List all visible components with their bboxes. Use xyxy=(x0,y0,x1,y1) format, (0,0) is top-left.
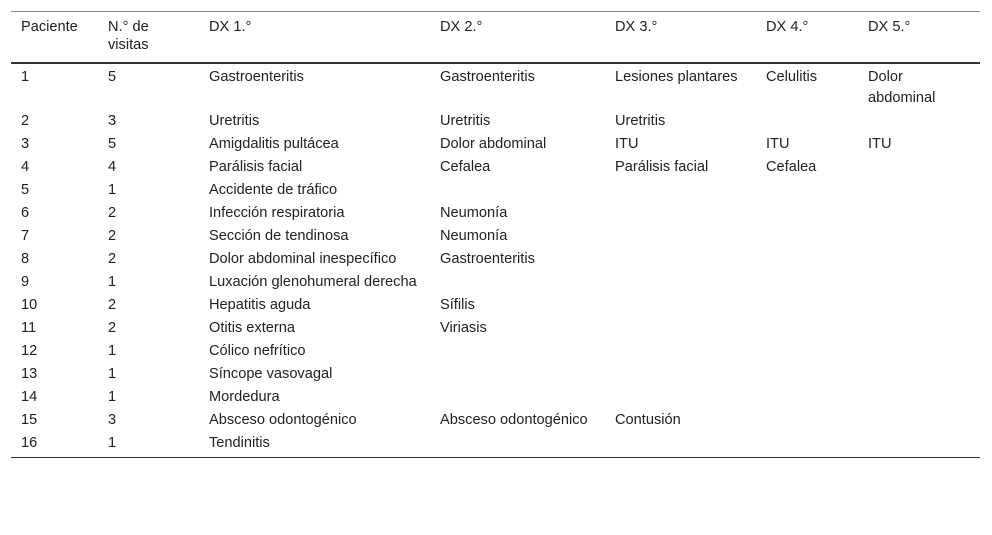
cell-dx2: Dolor abdominal xyxy=(440,135,547,152)
cell-paciente: 10 xyxy=(21,296,38,313)
cell-dx3 xyxy=(605,180,756,203)
table-row xyxy=(11,272,980,295)
cell-dx1: Síncope vasovagal xyxy=(209,365,333,382)
cell-visitas: 5 xyxy=(108,69,117,85)
cell-dx3: Uretritis xyxy=(615,112,666,129)
cell-dx1: Cólico nefrítico xyxy=(209,342,306,359)
cell-dx5 xyxy=(858,203,980,226)
cell-dx3 xyxy=(605,272,756,295)
cell-paciente: 1 xyxy=(21,69,30,85)
header-visitas: N.° de visitas xyxy=(108,19,149,53)
header-paciente: Paciente xyxy=(21,19,78,35)
cell-dx2 xyxy=(430,433,605,458)
cell-visitas: 1 xyxy=(108,365,117,382)
table-row xyxy=(11,203,980,226)
cell-dx5 xyxy=(858,295,980,318)
cell-visitas: 1 xyxy=(108,273,117,290)
cell-visitas: 2 xyxy=(108,319,117,336)
cell-visitas: 3 xyxy=(108,411,117,428)
header-dx2: DX 2.° xyxy=(440,19,483,35)
cell-dx2: Neumonía xyxy=(440,227,508,244)
cell-dx3: Contusión xyxy=(615,411,681,428)
cell-dx5 xyxy=(858,226,980,249)
cell-dx4 xyxy=(756,433,858,458)
table-header-row xyxy=(11,12,980,64)
cell-dx3 xyxy=(605,364,756,387)
cell-dx5 xyxy=(858,410,980,433)
cell-dx3 xyxy=(605,295,756,318)
table-row xyxy=(11,180,980,203)
cell-visitas: 2 xyxy=(108,250,117,267)
cell-paciente: 3 xyxy=(21,135,30,152)
cell-dx4 xyxy=(756,249,858,272)
cell-visitas: 1 xyxy=(108,388,117,405)
cell-dx5: ITU xyxy=(868,135,892,152)
cell-dx3 xyxy=(605,203,756,226)
cell-dx5 xyxy=(858,111,980,134)
cell-dx2: Viriasis xyxy=(440,319,487,336)
table-row xyxy=(11,134,980,157)
header-dx4: DX 4.° xyxy=(766,19,809,35)
cell-dx2: Absceso odontogénico xyxy=(440,411,588,428)
cell-dx1: Absceso odontogénico xyxy=(209,411,357,428)
cell-dx2 xyxy=(430,387,605,410)
cell-dx5 xyxy=(858,272,980,295)
cell-dx4 xyxy=(756,111,858,134)
cell-visitas: 4 xyxy=(108,158,117,175)
cell-dx3 xyxy=(605,249,756,272)
cell-paciente: 13 xyxy=(21,365,38,382)
cell-dx3 xyxy=(605,318,756,341)
cell-dx1: Amigdalitis pultácea xyxy=(209,135,339,152)
cell-dx2: Gastroenteritis xyxy=(440,69,535,85)
cell-paciente: 15 xyxy=(21,411,38,428)
cell-dx3 xyxy=(605,387,756,410)
table-row xyxy=(11,341,980,364)
cell-paciente: 8 xyxy=(21,250,30,267)
cell-dx1: Hepatitis aguda xyxy=(209,296,311,313)
cell-dx1: Otitis externa xyxy=(209,319,295,336)
cell-paciente: 7 xyxy=(21,227,30,244)
cell-dx1: Uretritis xyxy=(209,112,260,129)
header-dx1: DX 1.° xyxy=(209,19,252,35)
cell-visitas: 3 xyxy=(108,112,117,129)
cell-paciente: 16 xyxy=(21,434,38,451)
table-row xyxy=(11,318,980,341)
header-dx5: DX 5.° xyxy=(868,19,911,35)
cell-dx3 xyxy=(605,341,756,364)
cell-dx1: Dolor abdominal inespecífico xyxy=(209,250,397,267)
cell-visitas: 5 xyxy=(108,135,117,152)
cell-dx4 xyxy=(756,180,858,203)
diagnosis-table xyxy=(11,11,980,458)
cell-dx4 xyxy=(756,272,858,295)
cell-dx1: Luxación glenohumeral derecha xyxy=(209,273,417,290)
cell-dx4 xyxy=(756,387,858,410)
cell-visitas: 2 xyxy=(108,296,117,313)
cell-dx4 xyxy=(756,364,858,387)
cell-dx2 xyxy=(430,341,605,364)
cell-dx4: Celulitis xyxy=(766,69,818,85)
cell-dx3: Parálisis facial xyxy=(615,158,709,175)
cell-dx5 xyxy=(858,157,980,180)
cell-dx4 xyxy=(756,203,858,226)
table-row xyxy=(11,433,980,458)
diagnosis-table-container xyxy=(11,11,980,458)
table-row xyxy=(11,249,980,272)
cell-visitas: 2 xyxy=(108,204,117,221)
cell-dx5 xyxy=(858,180,980,203)
cell-dx1: Mordedura xyxy=(209,388,280,405)
cell-dx1: Sección de tendinosa xyxy=(209,227,349,244)
cell-dx3: ITU xyxy=(615,135,639,152)
table-row xyxy=(11,387,980,410)
cell-dx2: Sífilis xyxy=(440,296,475,313)
cell-dx2 xyxy=(430,180,605,203)
cell-visitas: 1 xyxy=(108,342,117,359)
cell-dx2 xyxy=(430,364,605,387)
cell-dx2: Uretritis xyxy=(440,112,491,129)
cell-paciente: 9 xyxy=(21,273,30,290)
table-row xyxy=(11,410,980,433)
cell-dx2: Cefalea xyxy=(440,158,491,175)
cell-paciente: 5 xyxy=(21,181,30,198)
cell-dx1: Infección respiratoria xyxy=(209,204,345,221)
cell-paciente: 12 xyxy=(21,342,38,359)
cell-paciente: 4 xyxy=(21,158,30,175)
cell-visitas: 2 xyxy=(108,227,117,244)
cell-paciente: 6 xyxy=(21,204,30,221)
cell-visitas: 1 xyxy=(108,181,117,198)
cell-dx5 xyxy=(858,364,980,387)
cell-dx3 xyxy=(605,433,756,458)
cell-visitas: 1 xyxy=(108,434,117,451)
cell-dx2 xyxy=(430,272,605,295)
cell-dx5 xyxy=(858,387,980,410)
cell-dx1: Accidente de tráfico xyxy=(209,181,338,198)
table-row xyxy=(11,226,980,249)
cell-dx5 xyxy=(858,341,980,364)
cell-dx4 xyxy=(756,226,858,249)
table-row xyxy=(11,364,980,387)
cell-dx3: Lesiones plantares xyxy=(615,69,738,85)
cell-paciente: 2 xyxy=(21,112,30,129)
cell-dx1: Parálisis facial xyxy=(209,158,303,175)
cell-paciente: 14 xyxy=(21,388,38,405)
cell-dx4 xyxy=(756,410,858,433)
cell-dx5 xyxy=(858,433,980,458)
cell-dx1: Tendinitis xyxy=(209,434,270,451)
header-dx3: DX 3.° xyxy=(615,19,658,35)
cell-dx5 xyxy=(858,318,980,341)
table-row xyxy=(11,111,980,134)
cell-dx4: ITU xyxy=(766,135,790,152)
cell-dx1: Gastroenteritis xyxy=(209,69,304,85)
cell-paciente: 11 xyxy=(21,319,37,336)
cell-dx4 xyxy=(756,341,858,364)
cell-dx4 xyxy=(756,318,858,341)
cell-dx3 xyxy=(605,226,756,249)
table-row xyxy=(11,157,980,180)
cell-dx5 xyxy=(858,249,980,272)
cell-dx2: Gastroenteritis xyxy=(440,250,535,267)
cell-dx4 xyxy=(756,295,858,318)
cell-dx2: Neumonía xyxy=(440,204,508,221)
cell-dx5: Dolor abdominal xyxy=(868,69,936,106)
table-row xyxy=(11,295,980,318)
cell-dx4: Cefalea xyxy=(766,158,817,175)
table-row xyxy=(11,63,980,111)
